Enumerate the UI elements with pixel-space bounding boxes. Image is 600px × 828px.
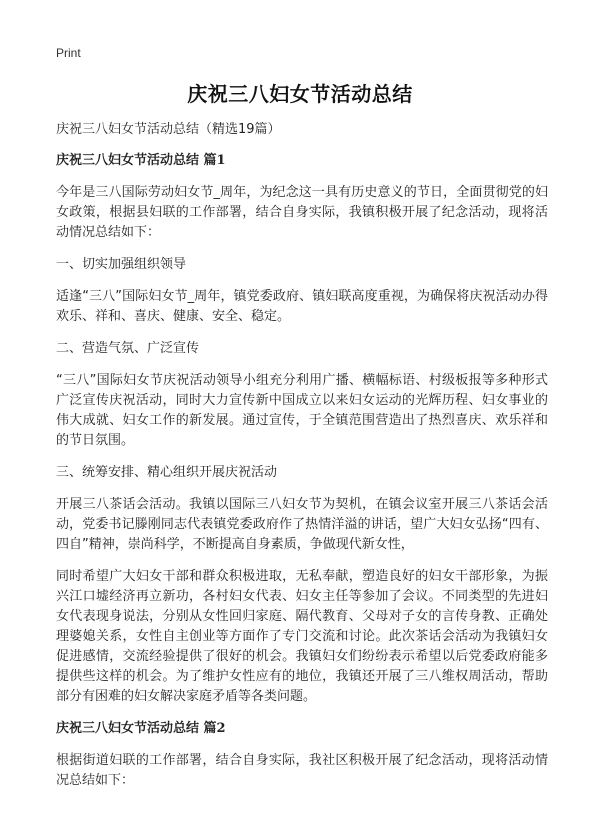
paragraph-intro-1: 今年是三八国际劳动妇女节_周年，为纪念这一具有历史意义的节日，全面贯彻党的妇女政策，根据县妇联的工作部署，结合自身实际，我镇积极开展了纪念活动，现将活动情况总结如下： (56, 185, 548, 240)
paragraph-publicity: “三八”国际妇女节庆祝活动领导小组充分利用广播、横幅标语、村级板报等多种形式广泛宣传庆祝活动，同时大力宣传新中国成立以来妇女运动的光辉历程、妇女事业的伟大成就、妇女工作的新发展。通过宣传，于全镇范围营造出了热烈喜庆、欢乐祥和的节日氛围。 (56, 373, 548, 448)
subheading-activities: 三、统筹安排、精心组织开展庆祝活动 (56, 465, 278, 480)
print-label[interactable]: Print (56, 46, 81, 60)
document-subtitle: 庆祝三八妇女节活动总结（精选19篇） (56, 122, 281, 137)
subheading-publicity: 二、营造气氛、广泛宣传 (56, 341, 200, 356)
paragraph-tea-party: 开展三八茶话会活动。我镇以国际三八妇女节为契机，在镇会议室开展三八茶话会活动，党委书记滕刚同志代表镇党委政府作了热情洋溢的讲话，望广大妇女弘扬“四有、四自”精神，崇尚科学，不断提高自身素质，争做现代新女性， (56, 497, 548, 552)
page-title: 庆祝三八妇女节活动总结 (187, 82, 413, 106)
paragraph-women-cadres: 同时希望广大妇女干部和群众积极进取，无私奉献，塑造良好的妇女干部形象，为振兴江口墟经济再立新功，各村妇女代表、妇女主任等参加了会议。不同类型的先进妇女代表现身说法，分别从女性回归家庭、隔代教育、父母对子女的言传身教、正确处理婆媳关系，女性自主创业等方面作了专门交流和讨论。此次茶话会活动为我镇妇女促进感情，交流经验提供了很好的机会。我镇妇女们纷纷表示希望以后党委政府能多提供些这样的机会。为了维护女性应有的地位，我镇还开展了三八维权周活动，帮助部分有困难的妇女解决家庭矛盾等各类问题。 (56, 569, 548, 704)
document-body (56, 120, 548, 803)
section-heading-1: 庆祝三八妇女节活动总结 篇1 (56, 153, 226, 168)
subheading-organization: 一、切实加强组织领导 (56, 257, 187, 272)
paragraph-organization: 适逢“三八”国际妇女节_周年，镇党委政府、镇妇联高度重视，为确保将庆祝活动办得欢乐、祥和、喜庆、健康、安全、稳定。 (56, 289, 548, 324)
section-heading-2: 庆祝三八妇女节活动总结 篇2 (56, 721, 226, 736)
paragraph-intro-2: 根据街道妇联的工作部署，结合自身实际，我社区积极开展了纪念活动，现将活动情况总结如下： (56, 753, 548, 788)
